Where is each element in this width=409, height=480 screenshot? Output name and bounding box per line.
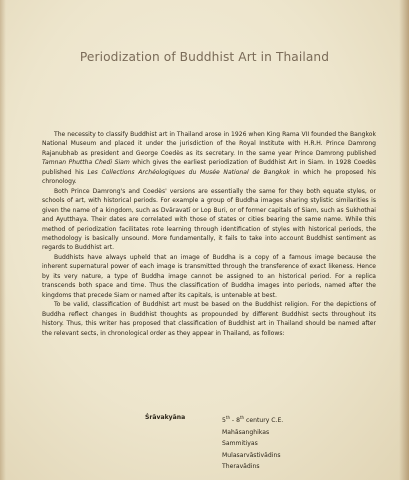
italic-title: Tamnan Phuttha Chedi Siam [42, 159, 130, 167]
text-run: The necessity to classify Buddhist art in Thailand arose in 1926 when King Rama VII founded the Bangkok National Museum and placed it under the jurisdiction of the Royal Institute with H.R.H. Prince Damrong Rajanubhab as president and George Coedès as its secretary. In the same year Prince Damrong published [42, 131, 376, 157]
sect-item: Mahāsanghikas [222, 428, 270, 436]
text-run: To be valid, classification of Buddhist art must be based on the Buddhist religion. For the depictions of Buddha reflect changes in Buddhist thoughts as propounded by different Buddhist sects throughout its history. Thus, this writer has proposed that classification of Buddhist art in Thailand should be named after the relevant sects, in chronological order as they appear in Thailand, as follows: [42, 301, 376, 337]
paragraph [42, 130, 376, 187]
body-text [42, 130, 376, 338]
sect-item: Mulasarvāstivādins [222, 451, 281, 459]
text-run: Both Prince Damrong's and Coedès' versions are essentially the same for they both equate styles, or schools of art, with historical periods. For example a group of Buddha images sharing stylistic similarities is given the name of a kingdom, such as Dvāravatī or Lop Buri, or of former capitals of Siam, such as Sukhothai and Ayutthaya. Their dates are correlated with those of states or cities bearing the same name. While this method of periodization facilitates rote learning through identification of styles with historical periods, the methodology is basically unsound. More fundamentally, it fails to take into account Buddhist sentiment as regards to Buddhist art. [42, 187, 376, 252]
sect-item: Theravādins [222, 463, 260, 471]
sect-classification [145, 412, 375, 473]
period-era: 5th - 8th century C.E. [222, 415, 284, 425]
paragraph [42, 300, 376, 338]
period-name: Śrāvakyāna [145, 414, 186, 421]
page-title: Periodization of Buddhist Art in Thailand [79, 50, 330, 64]
text-run: Buddhists have always upheld that an image of Buddha is a copy of a famous image because the inherent supernatural power of each image is transmitted through the transference of exact likeness. Hence by its very nature, a type of Buddha image cannot be assigned to an historical period. For a replica transcends both space and time. Thus the classification of Buddha images into periods, named after the kingdoms that precede Siam or named after its capitals, is untenable at best. [42, 253, 376, 299]
text-run: in which he proposed his chronology. [42, 168, 376, 186]
paragraph [42, 187, 376, 253]
paragraph [42, 253, 376, 300]
classification-row [145, 412, 375, 427]
page-edge-shadow-left [0, 0, 6, 480]
sect-item: Sammitiyas [222, 440, 258, 448]
text-run: which gives the earliest periodization of Buddhist Art in Siam. In 1928 Coedès published his [42, 159, 376, 176]
italic-title: Les Collections Archéologiques du Musée National de Bangkok [87, 168, 290, 176]
page-edge-shadow-right [399, 0, 409, 480]
